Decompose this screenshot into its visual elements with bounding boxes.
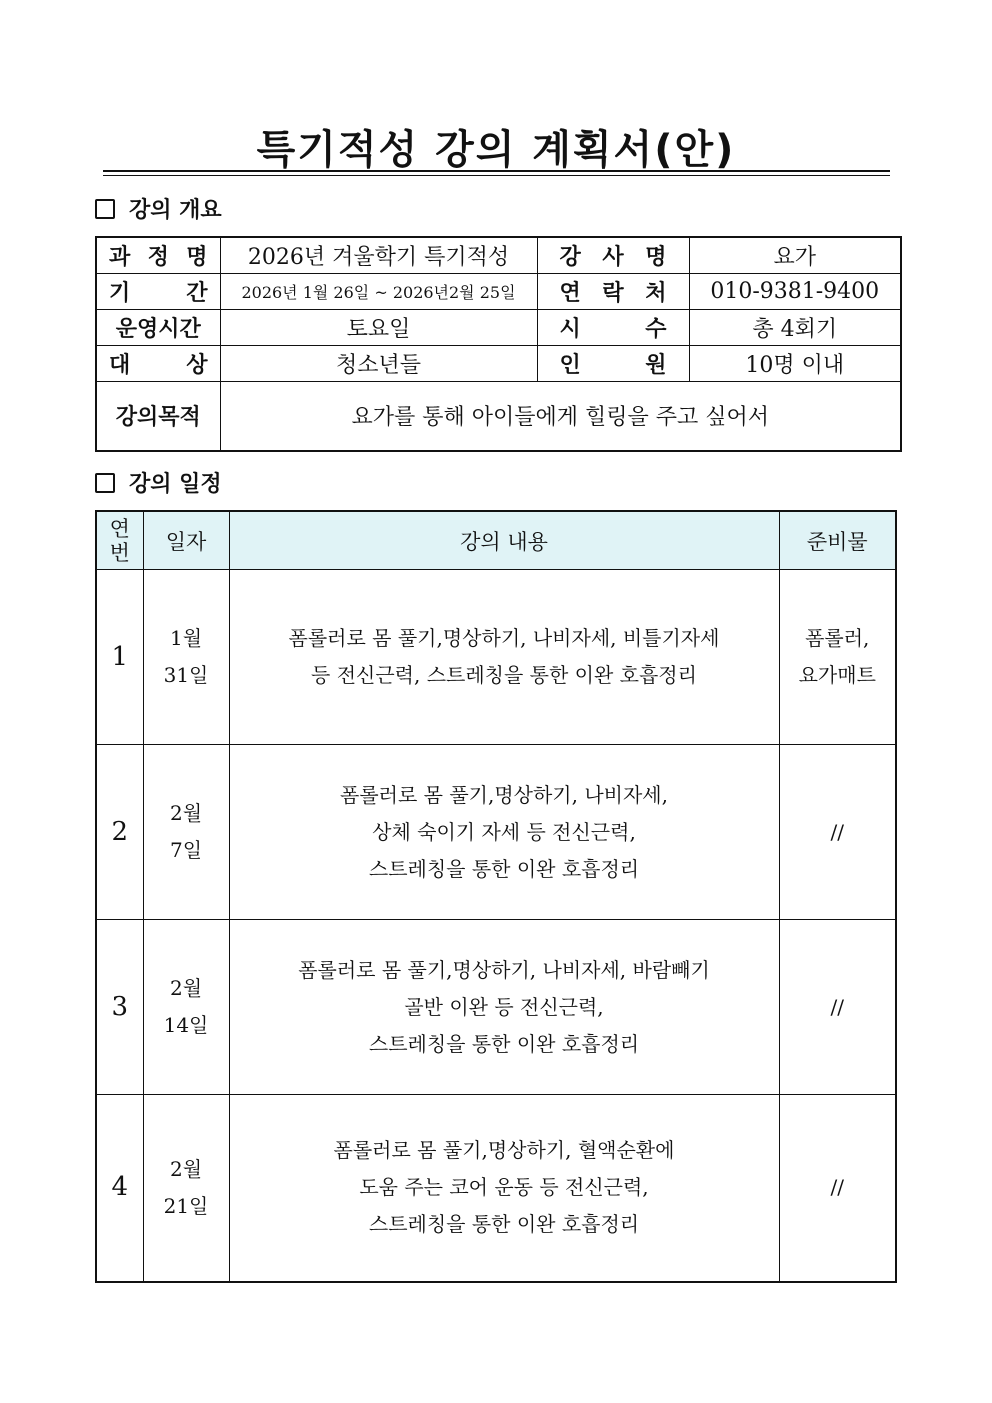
row-date-month: 1월 — [169, 626, 203, 650]
row-date-day: 31일 — [163, 663, 209, 687]
row-date-day: 14일 — [163, 1013, 209, 1037]
overview-row — [96, 309, 901, 345]
table-row — [96, 1095, 896, 1282]
row-date — [143, 745, 229, 920]
hours-label: 운영시간 — [96, 309, 220, 345]
char: 사 — [602, 244, 624, 270]
row-date-month: 2월 — [169, 801, 203, 825]
row-content — [229, 745, 779, 920]
char: 명 — [645, 244, 667, 270]
title-underline — [103, 170, 890, 172]
sessions-value: 총 4회기 — [689, 309, 901, 345]
target-label — [96, 345, 220, 381]
char: 수 — [645, 316, 667, 342]
schedule-table — [95, 510, 897, 1283]
instructor-value: 요가 — [689, 237, 901, 273]
content-line: 스트레칭을 통한 이완 호흡정리 — [368, 856, 640, 881]
header-num-text: 연번 — [109, 516, 130, 565]
page-title: 특기적성 강의 계획서(안) — [256, 127, 736, 173]
content-line: 도움 주는 코어 운동 등 전신근력, — [359, 1175, 649, 1200]
row-content — [229, 920, 779, 1095]
contact-value: 010-9381-9400 — [689, 273, 901, 309]
char: 대 — [109, 352, 131, 378]
char: 원 — [645, 352, 667, 378]
materials-line: 요가매트 — [798, 663, 876, 687]
overview-table — [95, 236, 902, 452]
capacity-label — [537, 345, 689, 381]
schedule-section-label: 강의 일정 — [129, 472, 222, 497]
char: 명 — [186, 244, 208, 270]
row-num: 4 — [96, 1095, 143, 1282]
course-label — [96, 237, 220, 273]
row-materials: // — [779, 745, 896, 920]
row-date-month: 2월 — [169, 976, 203, 1000]
char: 시 — [559, 316, 581, 342]
overview-section-label: 강의 개요 — [129, 198, 222, 223]
spread-text — [538, 240, 689, 271]
period-label — [96, 273, 220, 309]
char: 과 — [109, 244, 131, 270]
checkbox-icon — [95, 199, 115, 219]
spread-text — [538, 312, 689, 343]
materials-line: 폼롤러, — [805, 626, 870, 650]
content-line: 상체 숙이기 자세 등 전신근력, — [372, 819, 636, 844]
row-content — [229, 570, 779, 745]
row-materials: // — [779, 1095, 896, 1282]
char: 간 — [186, 280, 208, 306]
checkbox-icon — [95, 473, 115, 493]
header-materials: 준비물 — [779, 511, 896, 570]
row-num: 3 — [96, 920, 143, 1095]
instructor-label — [537, 237, 689, 273]
header-date: 일자 — [143, 511, 229, 570]
content-line: 폼롤러로 몸 풀기,명상하기, 나비자세, 비틀기자세 — [288, 626, 720, 650]
content-line: 등 전신근력, 스트레칭을 통한 이완 호흡정리 — [311, 663, 697, 687]
overview-row — [96, 345, 901, 381]
spread-text — [97, 240, 220, 271]
row-date — [143, 920, 229, 1095]
spread-text — [538, 348, 689, 379]
overview-row — [96, 273, 901, 309]
row-materials — [779, 570, 896, 745]
content-line: 스트레칭을 통한 이완 호흡정리 — [368, 1212, 640, 1237]
contact-label — [537, 273, 689, 309]
schedule-section-heading — [95, 467, 222, 498]
overview-row — [96, 237, 901, 273]
spread-text — [538, 276, 689, 307]
overview-row — [96, 381, 901, 451]
course-value: 2026년 겨울학기 특기적성 — [220, 237, 537, 273]
overview-section-heading — [95, 193, 222, 224]
char: 처 — [645, 280, 667, 306]
sessions-label — [537, 309, 689, 345]
row-content — [229, 1095, 779, 1282]
schedule-header-row — [96, 511, 896, 570]
row-date-month: 2월 — [169, 1156, 203, 1181]
header-num — [96, 511, 143, 570]
char: 정 — [147, 244, 169, 270]
row-date-day: 7일 — [169, 838, 203, 862]
table-row — [96, 920, 896, 1095]
target-value: 청소년들 — [220, 345, 537, 381]
capacity-value: 10명 이내 — [689, 345, 901, 381]
row-materials: // — [779, 920, 896, 1095]
content-line: 폼롤러로 몸 풀기,명상하기, 혈액순환에 — [333, 1138, 675, 1163]
row-date — [143, 1095, 229, 1282]
char: 기 — [109, 280, 131, 306]
char: 연 — [559, 280, 581, 306]
content-line: 골반 이완 등 전신근력, — [404, 994, 604, 1019]
row-date — [143, 570, 229, 745]
content-line: 스트레칭을 통한 이완 호흡정리 — [368, 1031, 640, 1056]
purpose-label: 강의목적 — [96, 381, 220, 451]
purpose-value: 요가를 통해 아이들에게 힐링을 주고 싶어서 — [220, 381, 901, 451]
header-content: 강의 내용 — [229, 511, 779, 570]
char: 락 — [602, 280, 624, 306]
char: 상 — [186, 352, 208, 378]
period-value: 2026년 1월 26일 ~ 2026년2월 25일 — [220, 273, 537, 309]
table-row — [96, 745, 896, 920]
char: 인 — [559, 352, 581, 378]
table-row — [96, 570, 896, 745]
char: 강 — [559, 244, 581, 270]
row-num: 2 — [96, 745, 143, 920]
row-num: 1 — [96, 570, 143, 745]
hours-value: 토요일 — [220, 309, 537, 345]
content-line: 폼롤러로 몸 풀기,명상하기, 나비자세, — [340, 782, 668, 807]
title-underline-thin — [103, 175, 890, 176]
spread-text — [97, 276, 220, 307]
spread-text — [97, 348, 220, 379]
row-date-day: 21일 — [163, 1193, 209, 1218]
content-line: 폼롤러로 몸 풀기,명상하기, 나비자세, 바람빼기 — [298, 957, 710, 982]
